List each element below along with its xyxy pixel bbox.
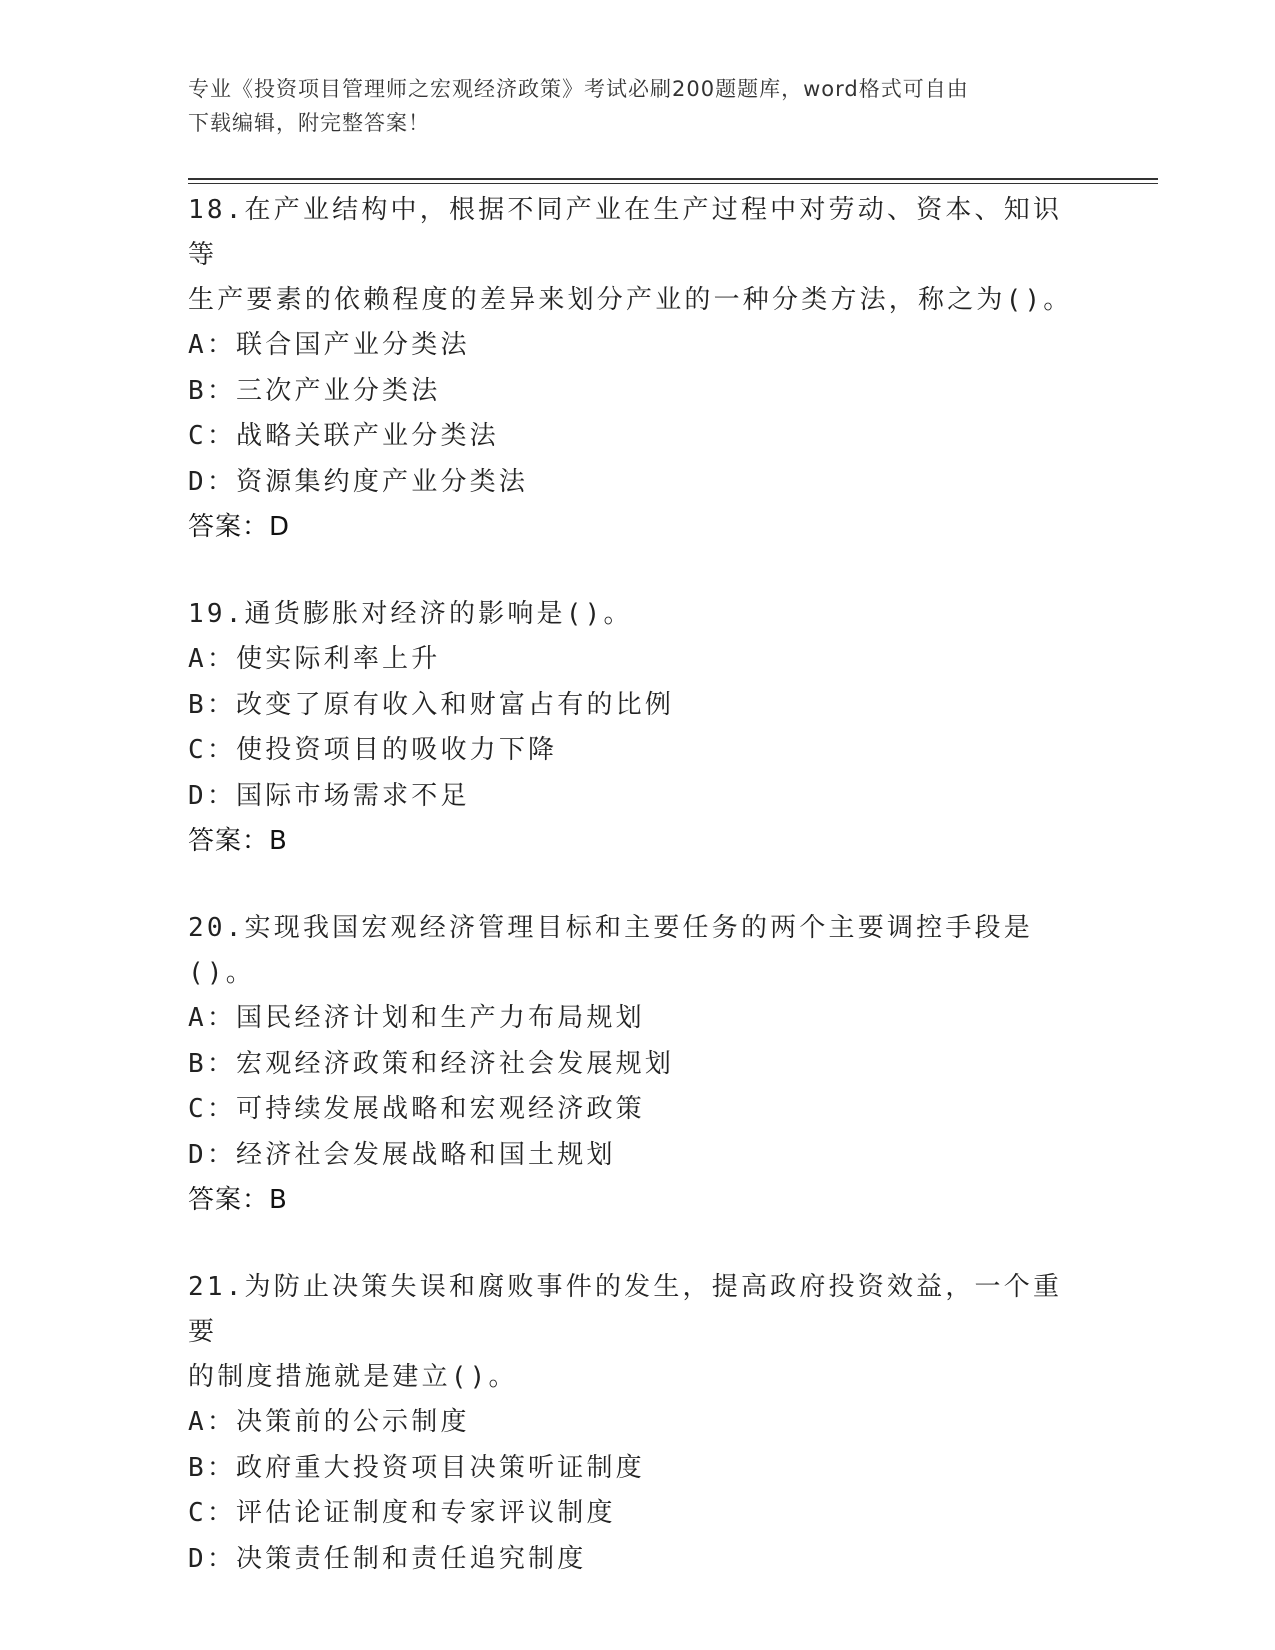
header-line-1: 专业《投资项目管理师之宏观经济政策》考试必刷200题题库，word格式可自由 bbox=[188, 77, 969, 101]
document-header bbox=[188, 72, 1068, 140]
option-d: D：资源集约度产业分类法 bbox=[188, 466, 529, 497]
option-d: D：国际市场需求不足 bbox=[188, 780, 470, 811]
option-b: B：三次产业分类法 bbox=[188, 375, 441, 406]
question-20 bbox=[188, 906, 1088, 1223]
question-stem-line-1: 19.通货膨胀对经济的影响是()。 bbox=[188, 599, 633, 629]
question-stem-line-2: 的制度措施就是建立()。 bbox=[188, 1362, 518, 1392]
header-divider-thick bbox=[188, 178, 1158, 180]
option-b: B：改变了原有收入和财富占有的比例 bbox=[188, 689, 675, 720]
question-18 bbox=[188, 188, 1088, 550]
option-c: C：战略关联产业分类法 bbox=[188, 421, 499, 451]
question-stem-line-1: 21.为防止决策失误和腐败事件的发生，提高政府投资效益，一个重要 bbox=[188, 1272, 1063, 1347]
question-stem-line-1: 20.实现我国宏观经济管理目标和主要任务的两个主要调控手段是()。 bbox=[188, 913, 1033, 988]
question-gap bbox=[188, 864, 1088, 906]
header-line-2: 下载编辑，附完整答案！ bbox=[188, 111, 430, 135]
option-a: A：国民经济计划和生产力布局规划 bbox=[188, 1003, 645, 1033]
answer-line: 答案：B bbox=[188, 1185, 288, 1215]
option-c: C：可持续发展战略和宏观经济政策 bbox=[188, 1094, 645, 1124]
question-stem-line-2: 生产要素的依赖程度的差异来划分产业的一种分类方法，称之为()。 bbox=[188, 285, 1073, 315]
header-divider-thin bbox=[188, 183, 1158, 184]
option-d: D：经济社会发展战略和国土规划 bbox=[188, 1139, 616, 1170]
option-a: A：联合国产业分类法 bbox=[188, 330, 470, 360]
option-a: A：决策前的公示制度 bbox=[188, 1407, 470, 1437]
option-b: B：政府重大投资项目决策听证制度 bbox=[188, 1452, 645, 1483]
answer-line: 答案：B bbox=[188, 826, 288, 856]
answer-line: 答案：D bbox=[188, 512, 291, 542]
option-c: C：评估论证制度和专家评议制度 bbox=[188, 1498, 616, 1528]
question-19 bbox=[188, 592, 1088, 864]
option-a: A：使实际利率上升 bbox=[188, 644, 441, 674]
option-d: D：决策责任制和责任追究制度 bbox=[188, 1543, 587, 1574]
question-21 bbox=[188, 1265, 1088, 1582]
option-b: B：宏观经济政策和经济社会发展规划 bbox=[188, 1048, 675, 1079]
question-gap bbox=[188, 550, 1088, 592]
question-list bbox=[188, 188, 1088, 1582]
option-c: C：使投资项目的吸收力下降 bbox=[188, 735, 558, 765]
question-gap bbox=[188, 1223, 1088, 1265]
question-stem-line-1: 18.在产业结构中，根据不同产业在生产过程中对劳动、资本、知识等 bbox=[188, 195, 1063, 270]
